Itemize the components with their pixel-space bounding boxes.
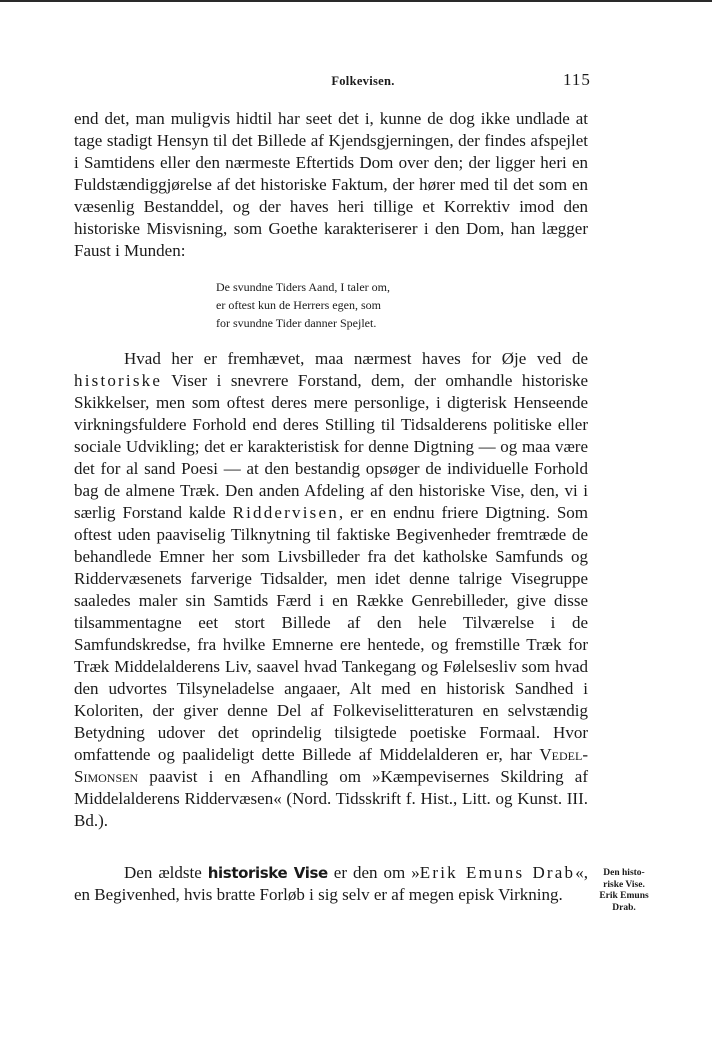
text-span: Viser i snevrere Forstand, dem, der omhandle historiske Skikkelser, men som oftest deres mere personlige, i digterisk Henseende virkningsfuldere Forhold end deres Stilling til Tidsalderens politiske eller sociale Udvikling; det er karakteristisk for denne Digtning — og maa være det for al sand Poesi — at den bestandig opsøger de individuelle Forhold bag de almene Træk. Den anden Afdeling af den historiske Vise, den, vi i særlig Forstand kalde [74,371,588,522]
paragraph-2 [74,348,588,832]
quote-line: er oftest kun de Herrers egen, som [216,298,381,312]
margin-note-line: Erik Emuns [599,891,649,901]
page-number: 115 [563,70,591,89]
spaced-term: Erik Emuns Drab [419,863,576,882]
quote-line: for svundne Tider danner Spejlet. [216,316,377,330]
bold-term: historiske Vise [207,864,328,882]
margin-note-line: Drab. [612,902,636,913]
spaced-term: historiske [74,371,163,390]
page-top-edge [0,0,712,2]
margin-note-line: Den histo- [603,868,645,878]
text-span: er den om » [327,863,420,882]
margin-note [590,868,658,914]
margin-note-line: riske Vise. [603,879,645,890]
text-span: Den ældste [124,863,208,882]
text-span: paavist i en Afhandling om »Kæmpevisernes Skildring af Middelalderens Riddervæsen« (Nord. Tidsskrift f. Hist., Litt. og Kunst. III. Bd.). [74,767,588,830]
quote-line: De svundne Tiders Aand, I taler om, [216,280,390,294]
page-header [0,70,712,100]
running-title: Folkevisen. [331,74,395,88]
author-name: Vedel-Simonsen [74,745,588,786]
paragraph-3 [74,862,588,906]
text-span: , er en endnu friere Digtning. Som oftest uden paaviselig Tilknytning til faktiske Begivenheder fremtræde de behandlede Emner her som Livsbilleder fra det katholske Samfunds og Riddervæsenets farverige Tidsalder, men idet denne talrige Visegruppe saaledes maler sin Samtids Færd i en Række Genrebilleder, give disse tilsammentagne eet stort Billede af den hele Tilværelse i de Samfundskredse, fra hvilke Emnerne ere hentede, og fremstille Træk for Træk Middelalderens Liv, saavel hvad Tankegang og Følelsesliv som hvad den udvortes Tilsyneladelse angaaer, Alt med en historisk Sandhed i Koloriten, der giver denne Del af Folkeviselitteraturen en selvstændig Betydning udover det oprindelig tilsigtede poetiske Formaal. Hvor omfattende og paalideligt dette Billede af Middelalderen er, har [74,503,588,764]
text-span: Hvad her er fremhævet, maa nærmest haves for Øje ved de [124,349,588,368]
spaced-term: Riddervisen [232,503,339,522]
text-span: «, en Begivenhed, hvis bratte Forløb i sig selv er af megen episk Virkning. [74,863,588,904]
paragraph-1: end det, man muligvis hidtil har seet det i, kunne de dog ikke undlade at tage stadigt Hensyn til det Billede af Kjendsgjerningen, der findes afspejlet i Samtidens eller den nærmeste Eftertids Dom over den; der ligger heri en Fuldstændiggjørelse af det historiske Faktum, der hører med til det som en væsenlig Bestanddel, og der haves heri tillige et Korrektiv imod den historiske Misvisning, som Goethe karakteriserer i den Dom, han lægger Faust i Munden: [74,109,588,260]
quotation-block [216,278,496,332]
